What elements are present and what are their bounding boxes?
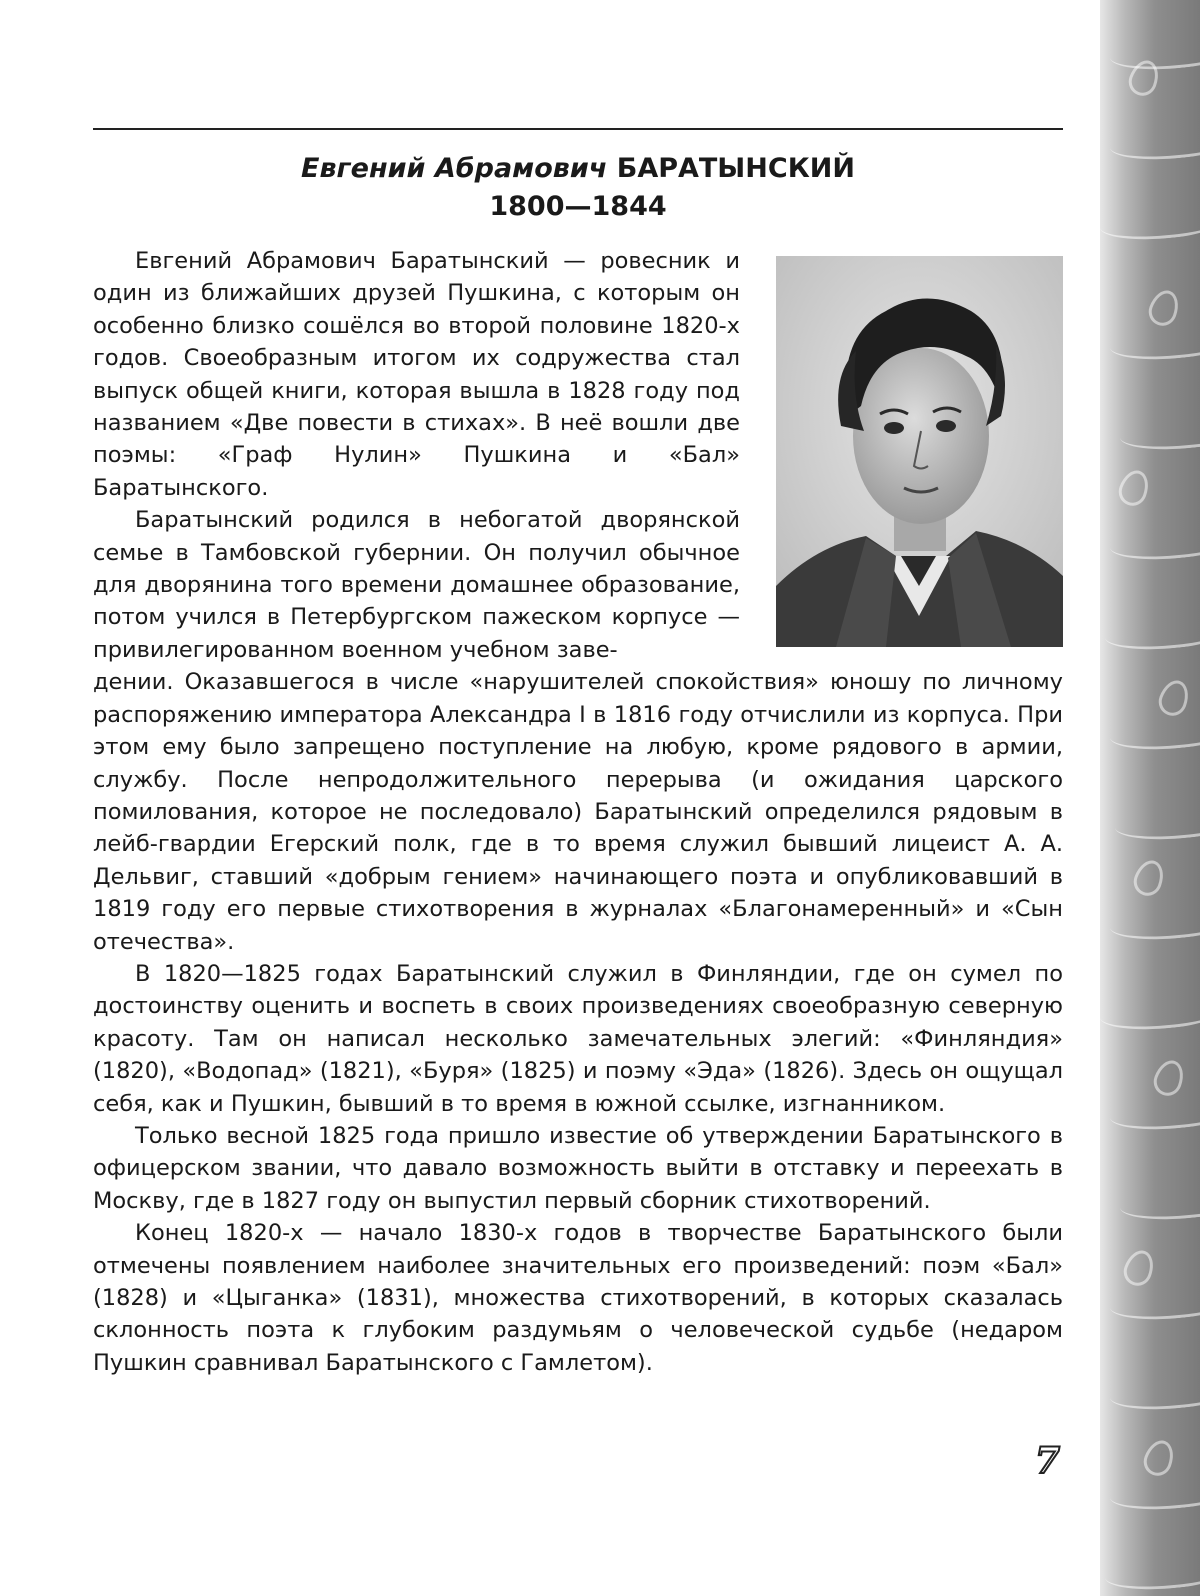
paragraph-3: В 1820—1825 годах Баратынский служил в Финляндии, где он сумел по достоинству оценить и воспеть в своих произведениях своеобразную северную красоту. Там он написал несколько замечательных элегий: «Финляндия» (1820), «Водопад» (1821), «Буря» (1825) и поэму «Эда» (1826). Здесь он ощущал себя, как и Пушкин, бывший в то время в южной ссылке, изгнанником.	[93, 960, 1063, 1117]
title-years: 1800—1844	[489, 191, 667, 222]
page-title	[93, 150, 1063, 226]
paragraph-2-start: Баратынский родился в небогатой дворянской семье в Тамбовской губернии. Он получил обычное для дворянина того времени домашнее образование, потом учился в Петербургском пажеском корпусе — привилегированном военном учебном заве-	[93, 507, 740, 663]
paragraph-1: Евгений Абрамович Баратынский — ровесник и один из ближайших друзей Пушкина, с которым он особенно близко сошёлся во второй половине 1820-х годов. Своеобразным итогом их содружества стал выпуск общей книги, которая вышла в 1828 году под названием «Две повести в стихах». В неё вошли две поэмы: «Граф Нулин» Пушкина и «Бал» Баратынского.	[93, 248, 740, 501]
text-column-narrow	[93, 245, 740, 666]
title-name: Евгений Абрамович	[301, 153, 608, 184]
paragraph-4: Только весной 1825 года пришло известие об утверждении Баратынского в офицерском звании, что давало возможность выйти в отставку и переехать в Москву, где в 1827 году он выпустил первый сборник стихотворений.	[93, 1122, 1063, 1214]
page-number: 7	[1035, 1440, 1061, 1482]
top-rule	[93, 128, 1063, 130]
handwriting-decoration	[1100, 0, 1200, 1596]
article-body	[93, 245, 1063, 1379]
title-surname: БАРАТЫНСКИЙ	[616, 153, 855, 184]
paragraph-2-end: дении. Оказавшегося в числе «нарушителей спокойствия» юношу по личному распоряжению императора Александра I в 1816 году отчислили из корпуса. При этом ему было запрещено поступление на любую, кроме рядового в армии, службу. После непродолжительного перерыва (и ожидания царского помилования, которое не последовало) Баратынский определился рядовым в лейб-гвардии Егерский полк, где в то время служил бывший лицеист А. А. Дельвиг, ставший «добрым гением» начинающего поэта и опубликовавший в 1819 году его первые стихотворения в журналах «Благонамеренный» и «Сын отечества».	[93, 669, 1063, 955]
paragraph-5: Конец 1820-х — начало 1830-х годов в творчестве Баратынского были отмечены появлением наиболее значительных его произведений: поэм «Бал» (1828) и «Цыганка» (1831), множества стихотворений, в которых сказалась склонность поэта к глубоким раздумьям о человеческой судьбе (недаром Пушкин сравнивал Баратынского с Гамлетом).	[93, 1220, 1063, 1376]
